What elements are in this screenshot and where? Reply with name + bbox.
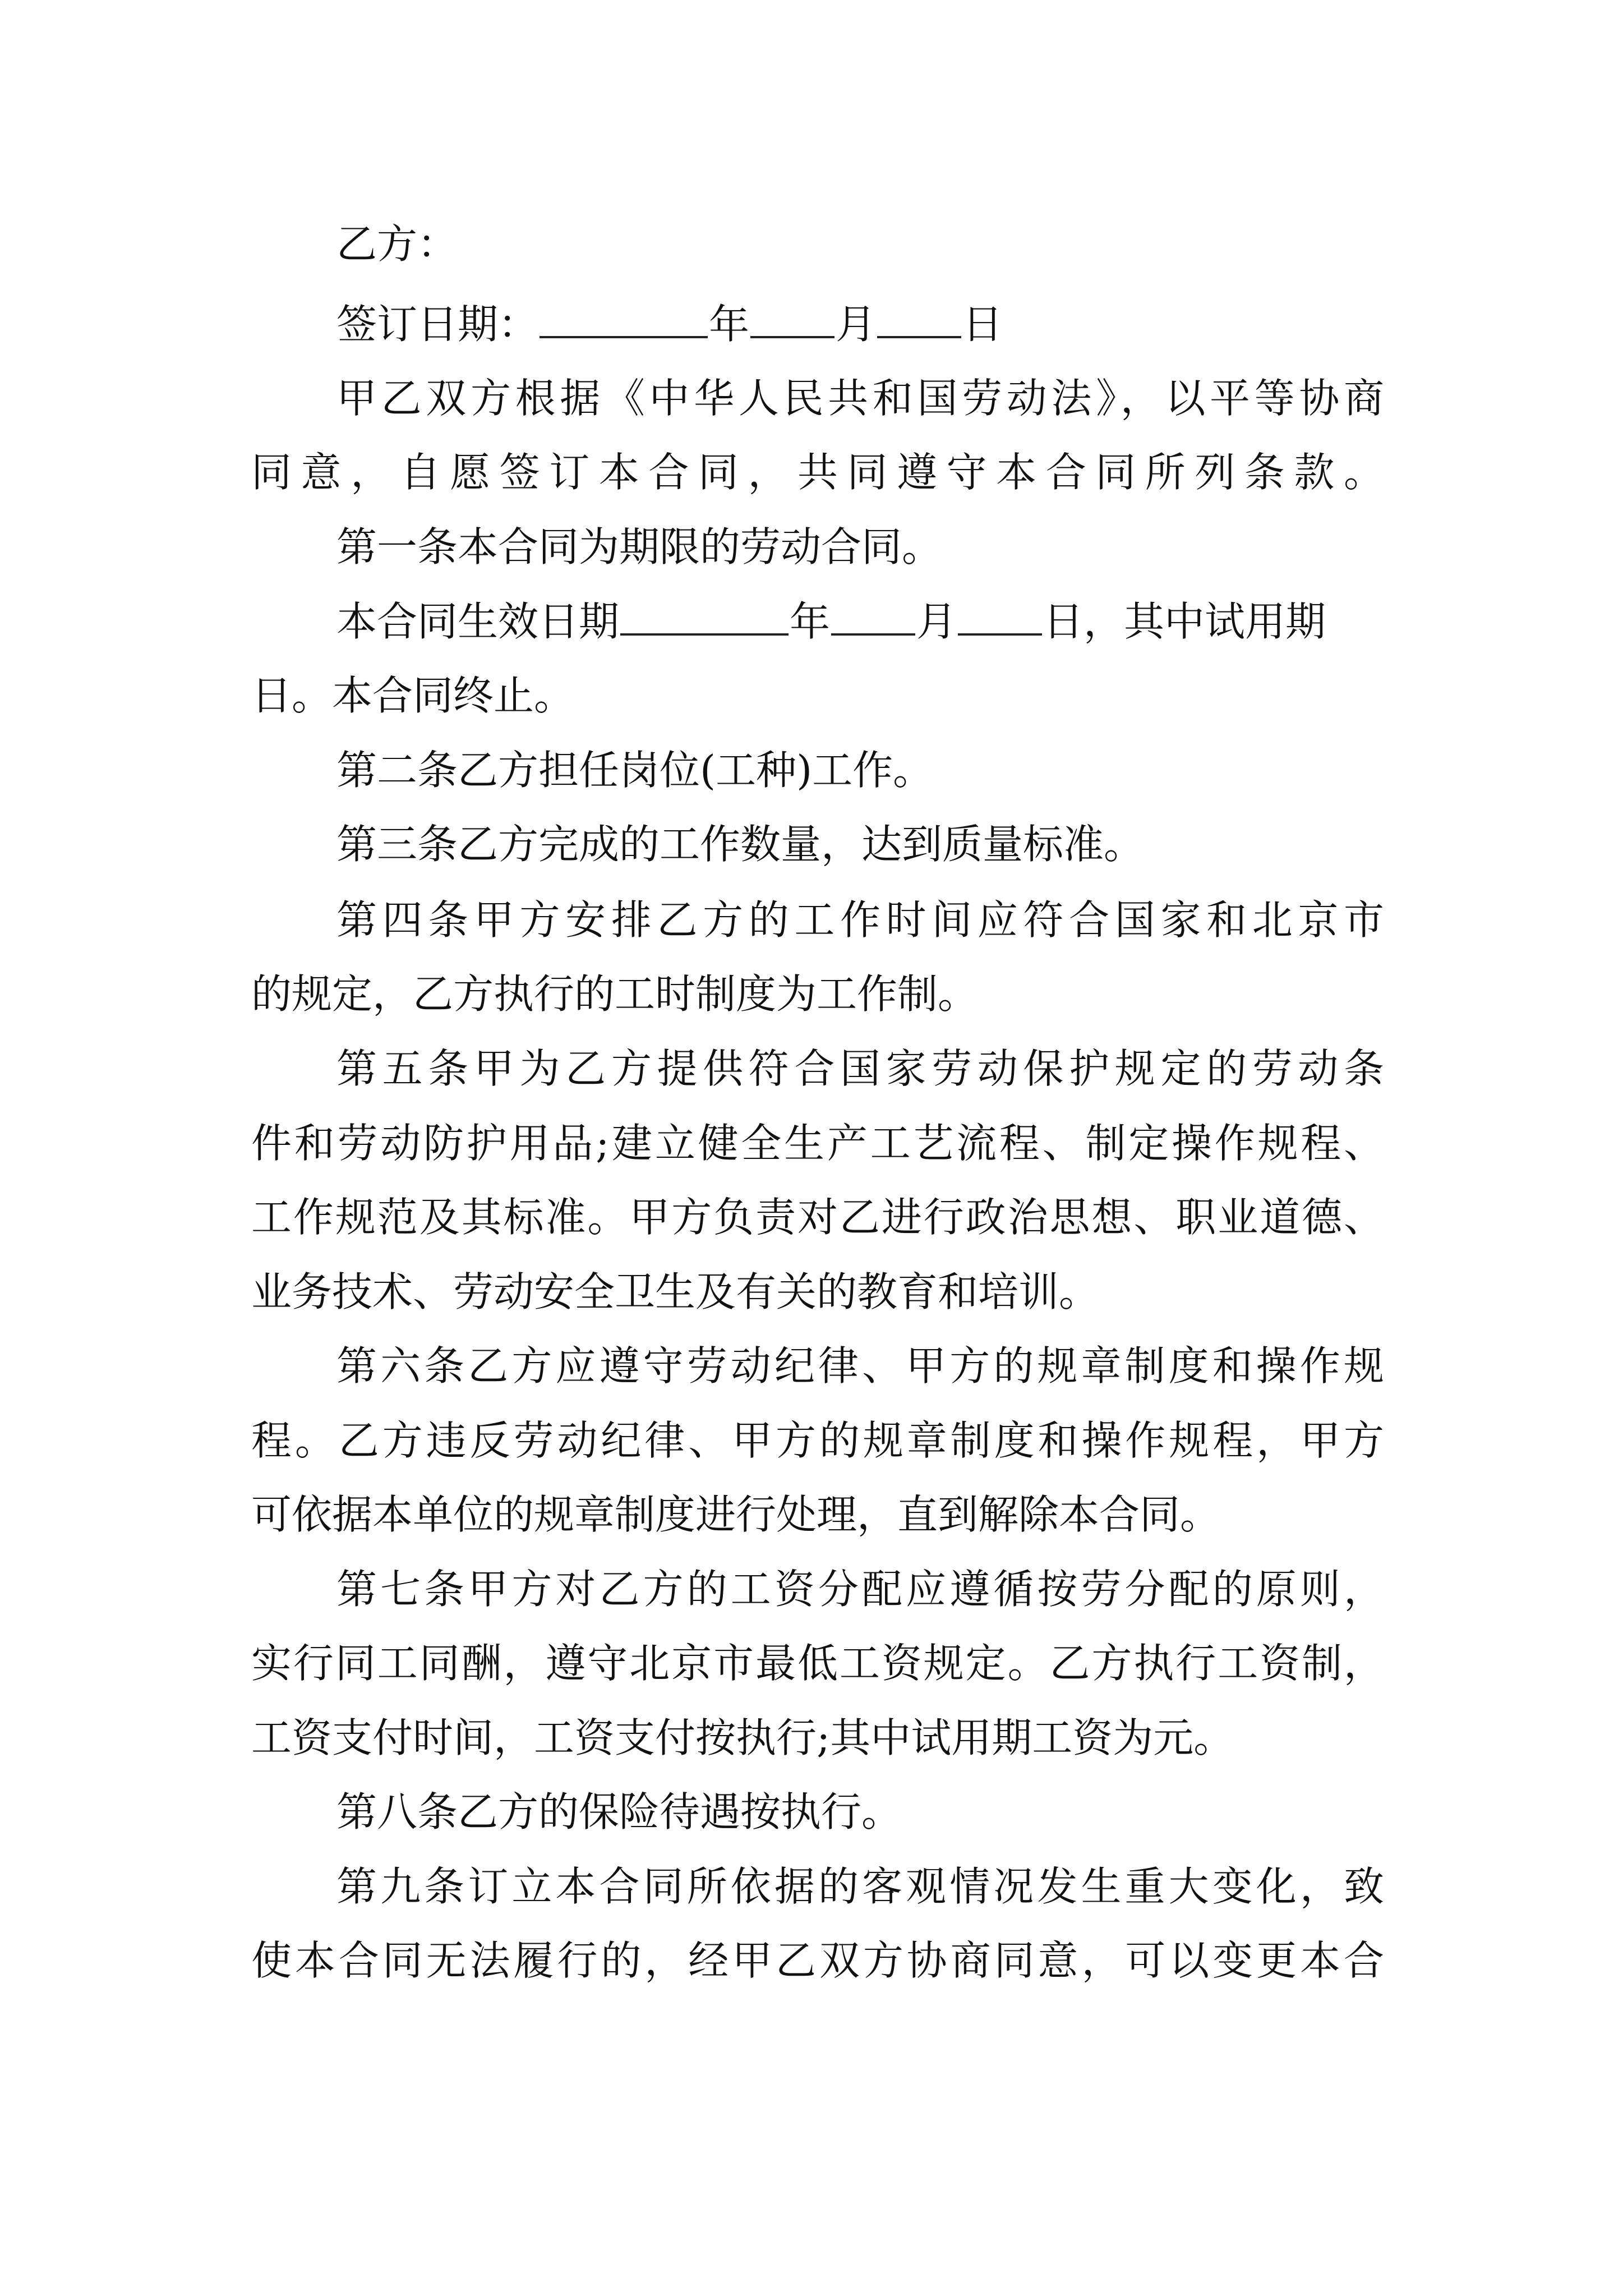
sign-date-line xyxy=(336,296,1469,352)
effective-month-label: 月 xyxy=(916,598,957,645)
effective-month-blank xyxy=(831,594,915,636)
sign-day-blank xyxy=(877,297,961,338)
effective-date-line xyxy=(336,593,1384,650)
sign-day-label: 日 xyxy=(962,301,1003,348)
paragraph-line: 日。本合同终止。 xyxy=(251,672,575,719)
paragraph-line: 业务技术、劳动安全卫生及有关的教育和培训。 xyxy=(251,1268,1100,1315)
sign-month-label: 月 xyxy=(836,301,877,348)
article-1-line: 第一条本合同为期限的劳动合同。 xyxy=(336,523,943,570)
article-9-line: 第九条订立本合同所依据的客观情况发生重大变化，致 xyxy=(336,1863,1384,1910)
paragraph-line: 可依据本单位的规章制度进行处理，直到解除本合同。 xyxy=(251,1491,1221,1538)
paragraph-line: 件和劳动防护用品;建立健全生产工艺流程、制定操作规程、 xyxy=(251,1120,1384,1167)
sign-year-blank xyxy=(540,297,708,338)
effective-year-blank xyxy=(620,594,789,636)
paragraph-line: 甲乙双方根据《中华人民共和国劳动法》，以平等协商 xyxy=(336,375,1384,422)
paragraph-line: 同意，自愿签订本合同，共同遵守本合同所列条款。 xyxy=(251,449,1384,496)
paragraph-line: 的规定，乙方执行的工时制度为工作制。 xyxy=(251,970,979,1018)
sign-date-label: 签订日期： xyxy=(336,301,539,348)
effective-date-label: 本合同生效日期 xyxy=(336,598,620,645)
effective-day-trial-label: 日，其中试用期 xyxy=(1043,598,1326,645)
sign-month-blank xyxy=(750,297,834,338)
article-7-line: 第七条甲方对乙方的工资分配应遵循按劳分配的原则， xyxy=(336,1566,1384,1613)
paragraph-line: 工作规范及其标准。甲方负责对乙进行政治思想、职业道德、 xyxy=(251,1194,1384,1241)
article-8-line: 第八条乙方的保险待遇按执行。 xyxy=(336,1788,902,1835)
party-b-line xyxy=(336,216,1469,272)
effective-day-blank xyxy=(958,594,1042,636)
paragraph-line: 实行同工同酬，遵守北京市最低工资规定。乙方执行工资制， xyxy=(251,1640,1384,1687)
article-3-line: 第三条乙方完成的工作数量，达到质量标准。 xyxy=(336,821,1145,868)
article-2-line: 第二条乙方担任岗位(工种)工作。 xyxy=(336,747,934,794)
paragraph-line: 工资支付时间，工资支付按执行;其中试用期工资为元。 xyxy=(251,1714,1234,1761)
party-b-label: 乙方： xyxy=(336,220,458,268)
article-5-line: 第五条甲为乙方提供符合国家劳动保护规定的劳动条 xyxy=(336,1045,1384,1092)
sign-year-label: 年 xyxy=(709,301,750,348)
article-6-line: 第六条乙方应遵守劳动纪律、甲方的规章制度和操作规 xyxy=(336,1342,1384,1389)
effective-year-label: 年 xyxy=(790,598,831,645)
paragraph-line: 程。乙方违反劳动纪律、甲方的规章制度和操作规程，甲方 xyxy=(251,1417,1384,1464)
paragraph-line: 使本合同无法履行的，经甲乙双方协商同意，可以变更本合 xyxy=(251,1937,1384,1984)
article-4-line: 第四条甲方安排乙方的工作时间应符合国家和北京市 xyxy=(336,896,1384,944)
